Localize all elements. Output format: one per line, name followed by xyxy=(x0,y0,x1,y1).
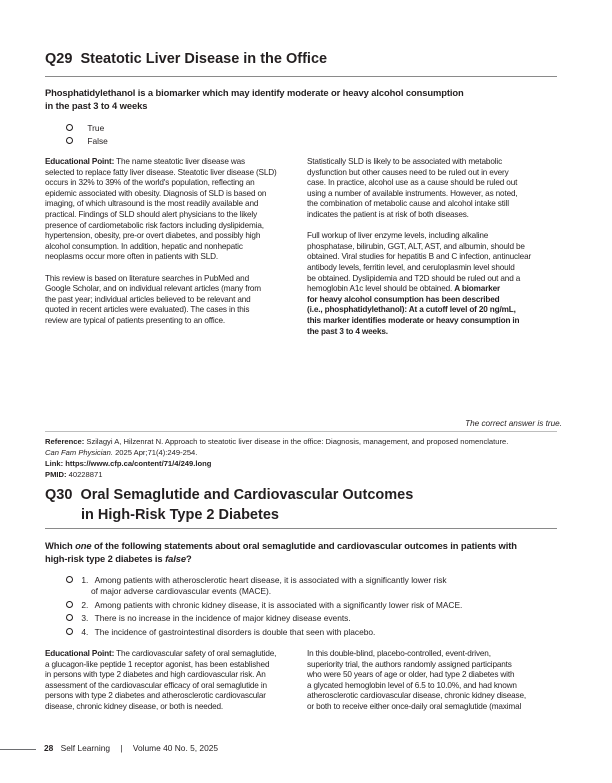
page-number: 28 xyxy=(44,743,54,753)
q29-option-label: True xyxy=(87,123,105,133)
q30-option-1[interactable] xyxy=(66,575,447,586)
question-text: ? xyxy=(185,552,192,564)
text-line: hypertension, obesity, pre-or overt diabetes, and possibly high xyxy=(45,231,261,241)
text-line: Google Scholar, and on individual relevant articles (many from xyxy=(45,284,261,294)
text-line: or both to receive either once-daily oral semaglutide (maximal xyxy=(307,701,522,711)
text-line: atherosclerotic cardiovascular disease, chronic kidney disease, xyxy=(307,691,527,701)
option-number: 2. xyxy=(81,600,89,610)
text-line: who were 50 years of age or older, had type 2 diabetes with xyxy=(307,670,515,680)
option-text: Among patients with atherosclerotic heart disease, it is associated with a significantly lower risk xyxy=(94,575,447,585)
text-line: disease, chronic kidney disease, or both is needed. xyxy=(45,701,224,711)
option-text: The incidence of gastrointestinal disorders is double that seen with placebo. xyxy=(94,627,376,637)
volume-info: Volume 40 No. 5, 2025 xyxy=(132,743,219,753)
text-line: practical. Findings of SLD should alert physicians to the likely xyxy=(45,209,258,219)
text-line: epidemic associated with obesity. Diagnosis of SLD is based on xyxy=(45,188,267,198)
text-line: in persons with type 2 diabetes and high cardiovascular risk. An xyxy=(45,670,266,680)
option-number: 3. xyxy=(81,613,89,623)
q29-title: Steatotic Liver Disease in the Office xyxy=(80,51,328,67)
q30-option-1-continued xyxy=(91,586,271,597)
text-line: hemoglobin A1c level should be obtained. xyxy=(307,284,455,294)
text-line: In this double-blind, placebo-controlled, event-driven, xyxy=(307,649,491,658)
q30-title-line2: in High-Risk Type 2 Diabetes xyxy=(81,507,279,523)
text-line: This review is based on literature searches in PubMed and xyxy=(45,273,249,283)
q29-answer: The correct answer is true. xyxy=(465,419,562,428)
q29-option-label: False xyxy=(87,136,108,146)
radio-circle-icon[interactable] xyxy=(66,614,73,621)
q30-option-3[interactable] xyxy=(66,613,351,624)
text-line: presence of cardiometabolic risk factors including dyslipidemia, xyxy=(45,220,264,230)
reference-citation-text: 2025 Apr;71(4):249-254. xyxy=(112,448,198,457)
answer-highlight: the past 3 to 4 weeks. xyxy=(307,326,388,336)
text-line: selected to replace fatty liver disease. Steatotic liver disease (SLD) xyxy=(45,167,277,177)
text-line: dysfunction but other causes need to be ruled out in every xyxy=(307,167,509,177)
radio-circle-icon[interactable] xyxy=(66,137,73,144)
text-line: antibody levels, ferritin level, and ceruloplasmin level should xyxy=(307,262,515,272)
pmid-label: PMID: xyxy=(45,470,67,479)
q30-option-2[interactable] xyxy=(66,600,462,611)
text-line: a glycated hemoglobin level of 6.5 to 10.0%, and had known xyxy=(307,680,517,690)
q30-left-column xyxy=(45,649,300,723)
q30-question xyxy=(45,540,517,565)
text-line: phosphatase, bilirubin, GGT, ALT, AST, and albumin, should be xyxy=(307,241,525,251)
answer-highlight: this marker identifies moderate or heavy consumption in xyxy=(307,315,520,325)
radio-circle-icon[interactable] xyxy=(66,601,73,608)
q29-question xyxy=(45,87,464,112)
q29-reference-citation xyxy=(45,447,197,458)
q30-number: Q30 xyxy=(45,487,73,503)
answer-highlight: A biomarker xyxy=(454,284,501,294)
text-line: neoplasms occur more often in patients with SLD. xyxy=(45,252,219,262)
footer-separator: | xyxy=(120,743,123,753)
q30-edu-label: Educational Point: xyxy=(45,649,115,658)
q29-title-rule xyxy=(45,76,557,77)
q30-title-rule xyxy=(45,528,557,529)
q29-left-column xyxy=(45,157,300,337)
q29-option-true[interactable] xyxy=(66,123,104,134)
pmid-value: 40228871 xyxy=(66,470,103,479)
answer-highlight: for heavy alcohol consumption has been described xyxy=(307,294,500,304)
text-line: obtained. Viral studies for hepatitis B and C infection, antinuclear xyxy=(307,252,532,262)
q30-title-line1: Oral Semaglutide and Cardiovascular Outcomes xyxy=(80,487,414,503)
text-line: The cardiovascular safety of oral semaglutide, xyxy=(114,649,277,658)
text-line: occurs in 32% to 39% of the world's population, reflecting an xyxy=(45,178,255,188)
answer-highlight: (i.e., phosphatidylethanol): At a cutoff level of 20 ng/mL, xyxy=(307,305,516,315)
question-text: Which xyxy=(45,540,76,551)
question-emphasis: one xyxy=(75,540,92,551)
q29-reference-rule xyxy=(45,431,557,432)
question-text: of the following statements about oral semaglutide and cardiovascular outcomes in patients with xyxy=(91,540,517,551)
option-number: 1. xyxy=(81,575,89,585)
q29-question-line1: Phosphatidylethanol is a biomarker which may identify moderate or heavy alcohol consumption xyxy=(45,87,464,98)
option-number: 4. xyxy=(81,627,89,637)
reference-label: Reference: xyxy=(45,437,85,446)
text-line: be obtained. Dyslipidemia and T2D should be ruled out and a xyxy=(307,273,521,283)
q29-right-column xyxy=(307,157,562,348)
q30-heading xyxy=(45,485,413,525)
text-line: superiority trial, the authors randomly assigned participants xyxy=(307,659,512,669)
text-line: a glucagon-like peptide 1 receptor agonist, has been established xyxy=(45,659,270,669)
q29-edu-label: Educational Point: xyxy=(45,157,115,166)
question-text: high-risk type 2 diabetes is xyxy=(45,552,166,564)
text-line: the past year; individual articles believed to be relevant and xyxy=(45,294,251,304)
text-line: the combination of metabolic cause and alcohol intake still xyxy=(307,199,509,209)
text-line: Statistically SLD is likely to be associated with metabolic xyxy=(307,157,503,166)
link-label: Link: xyxy=(45,459,64,468)
radio-circle-icon[interactable] xyxy=(66,124,73,131)
text-line: persons with type 2 diabetes and atherosclerotic cardiovascular xyxy=(45,691,266,701)
q30-right-column xyxy=(307,649,562,723)
text-line: indicates the patient is at risk of both diseases. xyxy=(307,209,469,219)
text-line: alcohol consumption. In addition, hepatic and nonhepatic xyxy=(45,241,243,251)
reference-journal: Can Fam Physician. xyxy=(45,448,113,457)
text-line: quoted in recent articles were evaluated). The cases in this xyxy=(45,305,250,315)
question-emphasis: false xyxy=(165,552,186,564)
publication-name: Self Learning xyxy=(60,743,111,753)
text-line: The name steatotic liver disease was xyxy=(114,157,245,166)
q29-option-false[interactable] xyxy=(66,136,108,147)
q29-reference xyxy=(45,436,508,447)
reference-text: Szilagyi A, Hilzenrat N. Approach to steatotic liver disease in the office: Diagnosis, management, and proposed nomenclature. xyxy=(84,437,509,446)
q29-question-line2: in the past 3 to 4 weeks xyxy=(45,99,148,111)
text-line: review are typical of patients presenting to an office. xyxy=(45,315,226,325)
q29-heading xyxy=(45,51,327,67)
option-text: Among patients with chronic kidney disease, it is associated with a significantly lower risk of MACE. xyxy=(94,600,463,610)
text-line: Full workup of liver enzyme levels, including alkaline xyxy=(307,231,489,241)
footer xyxy=(44,743,218,753)
text-line: case. In practice, alcohol use as a cause should be ruled out xyxy=(307,178,518,188)
text-line: using a number of available instruments. However, as noted, xyxy=(307,188,518,198)
link-url[interactable]: https://www.cfp.ca/content/71/4/249.long xyxy=(63,459,212,468)
radio-circle-icon[interactable] xyxy=(66,628,73,635)
radio-circle-icon[interactable] xyxy=(66,576,73,583)
text-line: imaging, of which ultrasound is the most readily available and xyxy=(45,199,259,209)
option-text: of major adverse cardiovascular events (MACE). xyxy=(91,586,272,596)
q29-pmid xyxy=(45,469,102,480)
q29-link[interactable] xyxy=(45,458,211,469)
text-line: assessment of the cardiovascular efficacy of oral semaglutide in xyxy=(45,680,267,690)
q30-option-4[interactable] xyxy=(66,627,375,638)
footer-rule xyxy=(0,749,36,750)
q29-number: Q29 xyxy=(45,51,73,67)
option-text: There is no increase in the incidence of major kidney disease events. xyxy=(94,613,351,623)
